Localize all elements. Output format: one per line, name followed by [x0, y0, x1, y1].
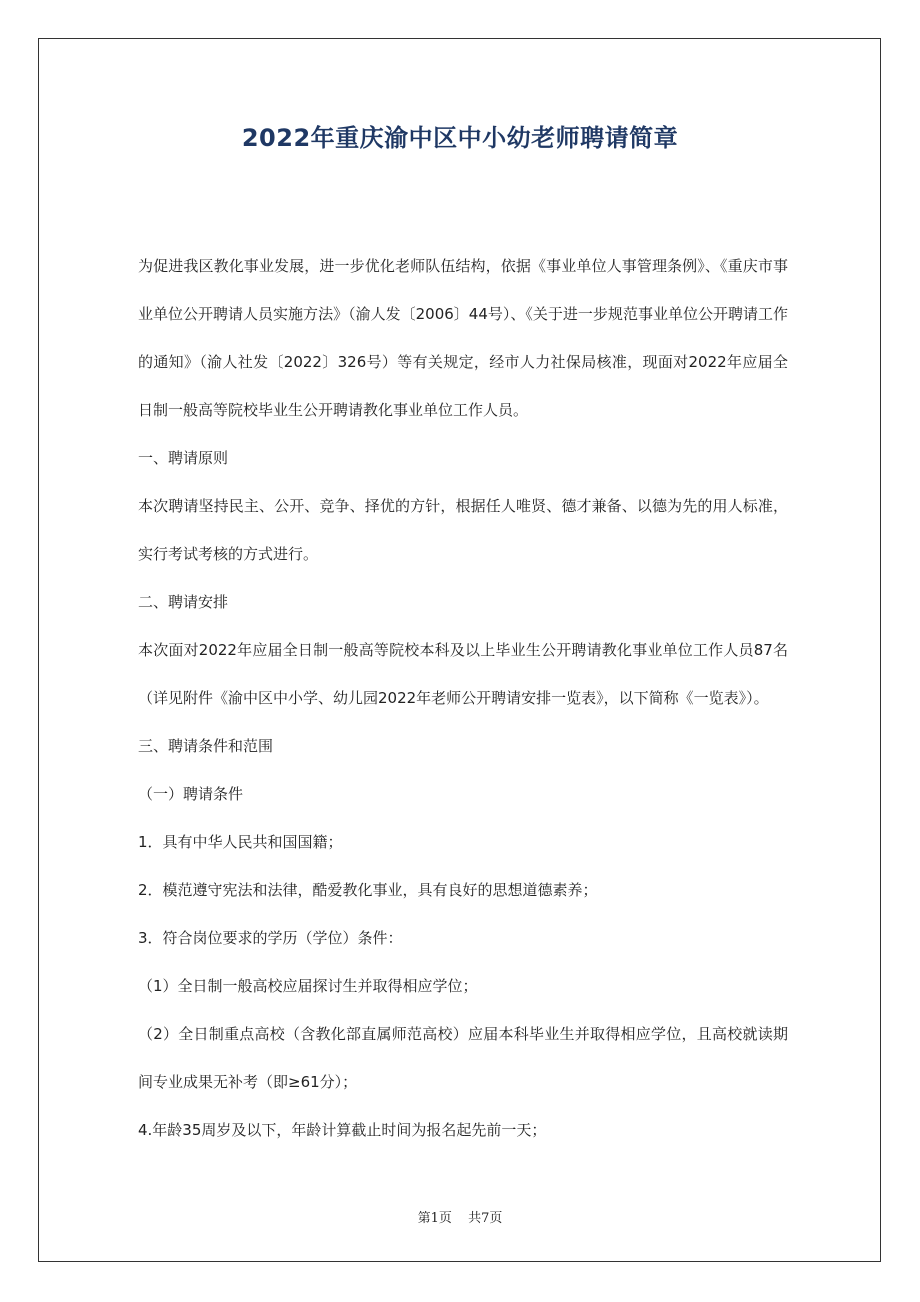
total-pages: 共7页 [468, 1211, 503, 1226]
principles-paragraph: 本次聘请坚持民主、公开、竞争、择优的方针，根据任人唯贤、德才兼备、以德为先的用人标准，实行考试考核的方式进行。 [138, 497, 788, 563]
condition-item-3: 3．符合岗位要求的学历（学位）条件： [138, 929, 403, 947]
arrangement-paragraph: 本次面对2022年应届全日制一般高等院校本科及以上毕业生公开聘请教化事业单位工作人员87名（详见附件《渝中区中小学、幼儿园2022年老师公开聘请安排一览表》，以下简称《一览表》）。 [138, 641, 788, 707]
page-number: 第1页 [417, 1211, 452, 1226]
document-body [138, 242, 788, 1154]
condition-item-4: 4.年龄35周岁及以下，年龄计算截止时间为报名起先前一天； [138, 1121, 547, 1139]
intro-paragraph: 为促进我区教化事业发展，进一步优化老师队伍结构，依据《事业单位人事管理条例》、《重庆市事业单位公开聘请人员实施方法》（渝人发〔2006〕44号）、《关于进一步规范事业单位公开聘请工作的通知》（渝人社发〔2022〕326号）等有关规定，经市人力社保局核准，现面对2022年应届全日制一般高等院校毕业生公开聘请教化事业单位工作人员。 [138, 257, 788, 419]
subsection-heading-conditions: （一）聘请条件 [138, 785, 244, 803]
condition-item-1: 1．具有中华人民共和国国籍； [138, 833, 343, 851]
section-heading-conditions: 三、聘请条件和范围 [138, 737, 274, 755]
section-heading-principles: 一、聘请原则 [138, 449, 229, 467]
condition-subitem-1: （1）全日制一般高校应届探讨生并取得相应学位； [138, 977, 478, 995]
section-heading-arrangement: 二、聘请安排 [138, 593, 229, 611]
condition-item-2: 2．模范遵守宪法和法律，酷爱教化事业，具有良好的思想道德素养； [138, 881, 598, 899]
condition-subitem-2: （2）全日制重点高校（含教化部直属师范高校）应届本科毕业生并取得相应学位，且高校就读期间专业成果无补考（即≥61分）； [138, 1025, 788, 1091]
page-footer [0, 1207, 920, 1226]
document-title: 2022年重庆渝中区中小幼老师聘请简章 [241, 124, 679, 152]
